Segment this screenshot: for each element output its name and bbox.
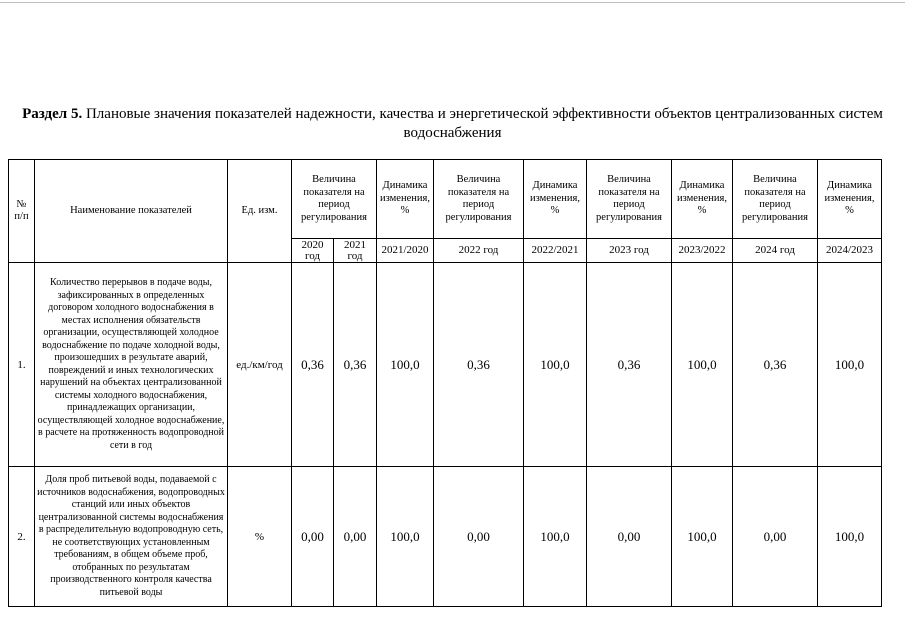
subheader-2024-2023: 2024/2023 [818,239,882,263]
section-heading [10,105,895,143]
header-name: Наименование показателей [35,160,228,263]
value-2023: 0,36 [587,263,672,467]
table-row [9,467,882,607]
value-2021: 0,00 [334,467,377,607]
section-label: Раздел 5. [22,106,83,122]
dynamics-2024-2023: 100,0 [818,467,882,607]
subheader-2023: 2023 год [587,239,672,263]
header-dynamics-2023: Динамика изменения, % [672,160,733,239]
dynamics-2023-2022: 100,0 [672,263,733,467]
value-2022: 0,36 [434,263,524,467]
value-2020: 0,36 [292,263,334,467]
subheader-2022-2021: 2022/2021 [524,239,587,263]
header-value-2020-2021: Величина показателя на период регулирования [292,160,377,239]
value-2022: 0,00 [434,467,524,607]
value-2021: 0,36 [334,263,377,467]
indicator-unit: % [228,467,292,607]
header-unit: Ед. изм. [228,160,292,263]
dynamics-2021-2020: 100,0 [377,467,434,607]
top-border-line [0,2,905,3]
dynamics-2021-2020: 100,0 [377,263,434,467]
value-2024: 0,36 [733,263,818,467]
table-row [9,263,882,467]
dynamics-2022-2021: 100,0 [524,467,587,607]
subheader-2020: 2020 год [292,239,334,263]
header-value-2023: Величина показателя на период регулирования [587,160,672,239]
dynamics-2023-2022: 100,0 [672,467,733,607]
dynamics-2024-2023: 100,0 [818,263,882,467]
subheader-2023-2022: 2023/2022 [672,239,733,263]
subheader-2024: 2024 год [733,239,818,263]
indicators-table [8,159,882,607]
header-num: № п/п [9,160,35,263]
row-number: 2. [9,467,35,607]
value-2023: 0,00 [587,467,672,607]
header-dynamics-2022: Динамика изменения, % [524,160,587,239]
value-2020: 0,00 [292,467,334,607]
subheader-2021-2020: 2021/2020 [377,239,434,263]
indicator-unit: ед./км/год [228,263,292,467]
subheader-2021: 2021 год [334,239,377,263]
header-value-2022: Величина показателя на период регулирования [434,160,524,239]
indicator-name: Доля проб питьевой воды, подаваемой с источников водоснабжения, водопроводных станций или иных объектов централизованной системы водоснабжения в распределительную водопроводную сеть, не соответствующих установленным требованиям, в общем объеме проб, отобранных по результатам производственного контроля качества питьевой воды [35,467,228,607]
header-dynamics-2024: Динамика изменения, % [818,160,882,239]
subheader-2022: 2022 год [434,239,524,263]
dynamics-2022-2021: 100,0 [524,263,587,467]
header-value-2024: Величина показателя на период регулирования [733,160,818,239]
row-number: 1. [9,263,35,467]
header-row [9,160,882,239]
header-dynamics-2021: Динамика изменения, % [377,160,434,239]
value-2024: 0,00 [733,467,818,607]
section-title: Плановые значения показателей надежности, качества и энергетической эффективности объектов централизованных систем водоснабжения [82,106,883,141]
indicator-name: Количество перерывов в подаче воды, зафиксированных в определенных договором холодного водоснабжения в местах исполнения обязательств организации, осуществляющей холодное водоснабжение по подаче холодной воды, произошедших в результате аварий, повреждений и иных технологических нарушений на объектах централизованной системы холодного водоснабжения, принадлежащих организации, осуществляющей холодное водоснабжение, в расчете на протяженность водопроводной сети в год [35,263,228,467]
